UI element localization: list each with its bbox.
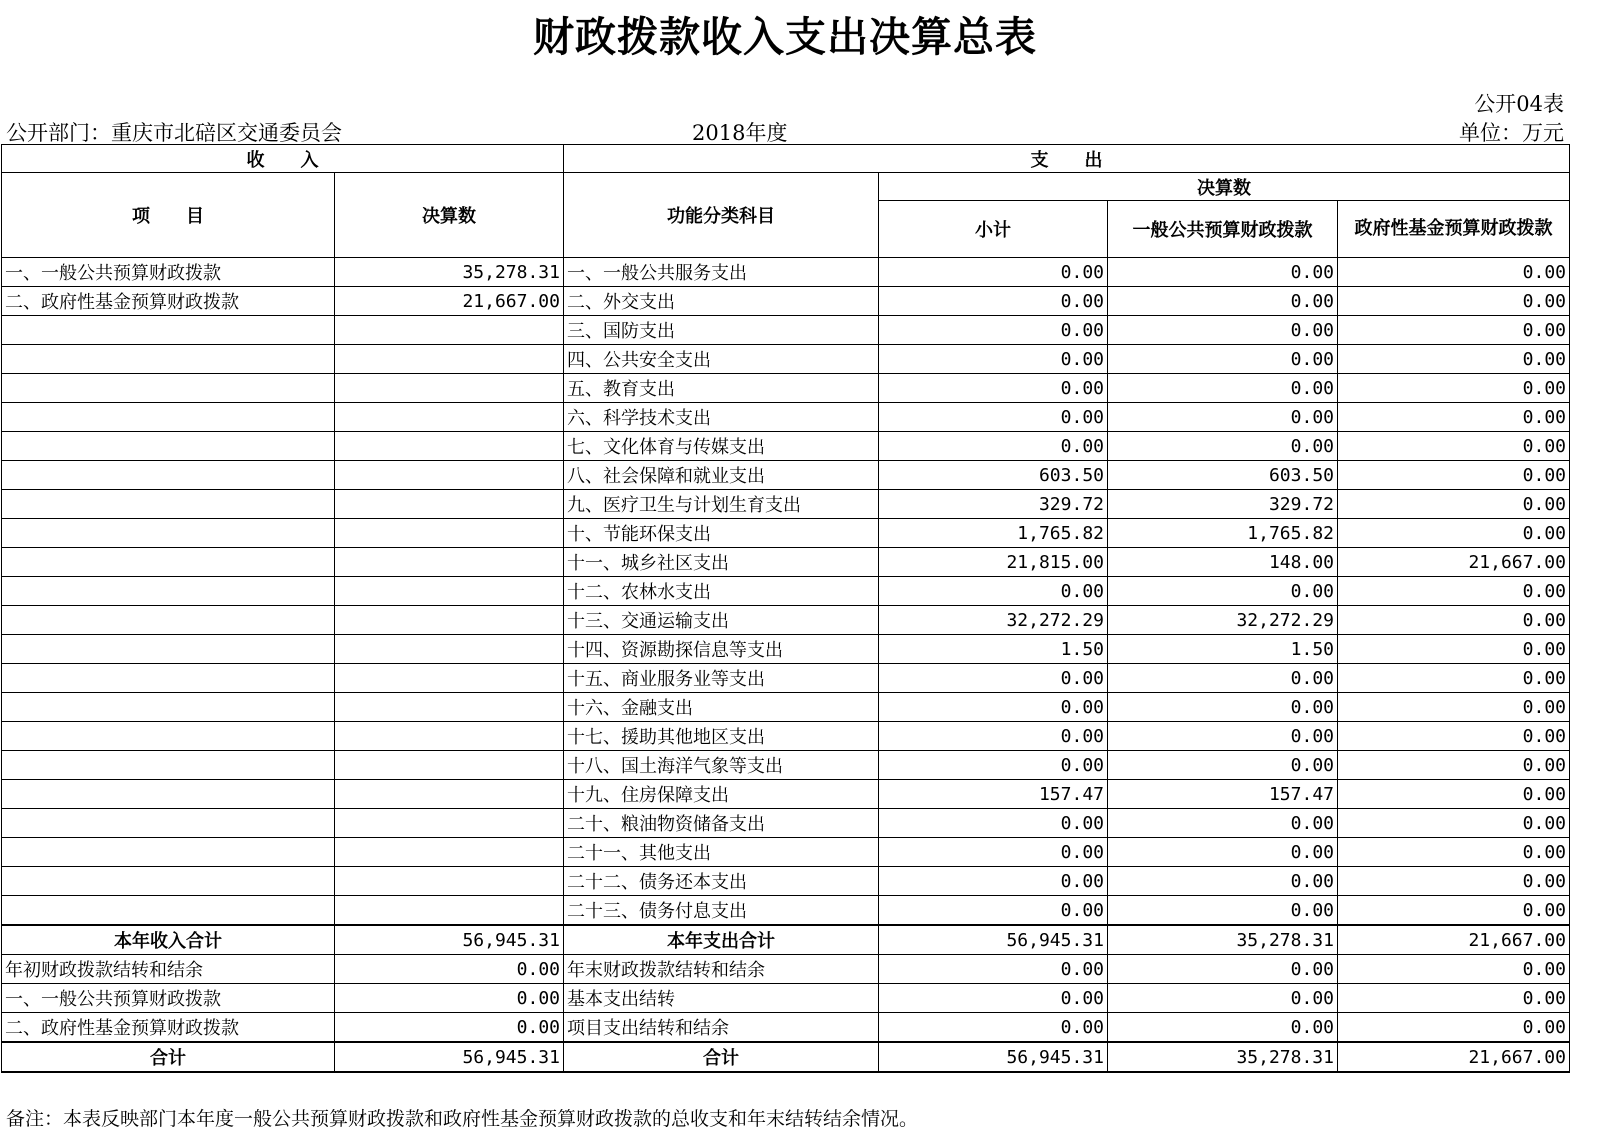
general-budget-cell: 1,765.82 [1108, 519, 1338, 548]
income-item-cell [2, 809, 335, 838]
expense-item-cell: 合计 [564, 1042, 879, 1072]
carry-row [2, 955, 1570, 984]
table-row [2, 548, 1570, 577]
subtotal-cell: 0.00 [879, 838, 1108, 867]
subtotal-cell: 0.00 [879, 432, 1108, 461]
income-amount-cell [335, 867, 564, 896]
gov-fund-cell: 0.00 [1338, 490, 1570, 519]
income-amount-cell [335, 751, 564, 780]
expense-item-cell: 十七、援助其他地区支出 [564, 722, 879, 751]
expense-item-cell: 十六、金融支出 [564, 693, 879, 722]
general-budget-cell: 157.47 [1108, 780, 1338, 809]
subtotal-header: 小计 [879, 201, 1108, 258]
general-budget-cell: 0.00 [1108, 316, 1338, 345]
income-item-cell [2, 896, 335, 926]
gov-fund-cell: 21,667.00 [1338, 925, 1570, 955]
income-amount-cell: 0.00 [335, 1013, 564, 1043]
income-amount-cell [335, 693, 564, 722]
gov-fund-cell: 0.00 [1338, 287, 1570, 316]
income-amount-cell [335, 316, 564, 345]
subtotal-cell: 0.00 [879, 258, 1108, 287]
subtotal-cell: 0.00 [879, 374, 1108, 403]
subtotal-cell: 21,815.00 [879, 548, 1108, 577]
income-item-cell [2, 838, 335, 867]
general-budget-cell: 0.00 [1108, 374, 1338, 403]
gov-fund-cell: 0.00 [1338, 577, 1570, 606]
income-item-cell [2, 316, 335, 345]
table-row [2, 838, 1570, 867]
income-amount-cell [335, 722, 564, 751]
income-amount-cell [335, 461, 564, 490]
footnote: 备注：本表反映部门本年度一般公共预算财政拨款和政府性基金预算财政拨款的总收支和年末结转结余情况。 [6, 1108, 919, 1130]
expense-item-cell: 十五、商业服务业等支出 [564, 664, 879, 693]
income-item-cell [2, 490, 335, 519]
table-row [2, 606, 1570, 635]
income-item-cell [2, 432, 335, 461]
table-row [2, 258, 1570, 287]
subtotal-cell: 0.00 [879, 896, 1108, 926]
expense-item-cell: 九、医疗卫生与计划生育支出 [564, 490, 879, 519]
subtotal-cell: 32,272.29 [879, 606, 1108, 635]
general-budget-cell: 35,278.31 [1108, 1042, 1338, 1072]
final-amount-header: 决算数 [879, 173, 1570, 201]
general-budget-cell: 329.72 [1108, 490, 1338, 519]
table-row [2, 403, 1570, 432]
general-budget-cell: 0.00 [1108, 693, 1338, 722]
expense-item-cell: 八、社会保障和就业支出 [564, 461, 879, 490]
subtotal-cell: 0.00 [879, 316, 1108, 345]
income-amount-cell [335, 519, 564, 548]
general-budget-cell: 0.00 [1108, 403, 1338, 432]
income-amount-cell [335, 374, 564, 403]
table-row [2, 867, 1570, 896]
expense-item-cell: 二十二、债务还本支出 [564, 867, 879, 896]
expense-item-cell: 十四、资源勘探信息等支出 [564, 635, 879, 664]
general-budget-cell: 32,272.29 [1108, 606, 1338, 635]
gov-fund-cell: 0.00 [1338, 1013, 1570, 1043]
income-amount-cell: 35,278.31 [335, 258, 564, 287]
gov-fund-cell: 0.00 [1338, 345, 1570, 374]
expense-item-cell: 十一、城乡社区支出 [564, 548, 879, 577]
table-row [2, 693, 1570, 722]
gov-fund-cell: 0.00 [1338, 722, 1570, 751]
report-title: 财政拨款收入支出决算总表 [533, 13, 1037, 61]
expense-item-cell: 六、科学技术支出 [564, 403, 879, 432]
subtotal-cell: 157.47 [879, 780, 1108, 809]
gov-fund-cell: 0.00 [1338, 316, 1570, 345]
income-amount-cell [335, 838, 564, 867]
income-item-cell [2, 780, 335, 809]
gov-fund-cell: 0.00 [1338, 867, 1570, 896]
table-row [2, 664, 1570, 693]
subtotal-cell: 1,765.82 [879, 519, 1108, 548]
subtotal-cell: 0.00 [879, 751, 1108, 780]
income-amount-cell [335, 432, 564, 461]
table-row [2, 374, 1570, 403]
income-item-cell: 合计 [2, 1042, 335, 1072]
income-item-cell: 二、政府性基金预算财政拨款 [2, 1013, 335, 1043]
subtotal-cell: 0.00 [879, 287, 1108, 316]
gov-fund-cell: 0.00 [1338, 896, 1570, 926]
income-amount-cell [335, 896, 564, 926]
gov-fund-cell: 0.00 [1338, 461, 1570, 490]
expense-item-cell: 十九、住房保障支出 [564, 780, 879, 809]
grand-total-row [2, 1042, 1570, 1072]
income-amount-cell [335, 403, 564, 432]
subtotal-cell: 0.00 [879, 345, 1108, 374]
general-budget-cell: 0.00 [1108, 809, 1338, 838]
general-budget-cell: 148.00 [1108, 548, 1338, 577]
expense-item-cell: 五、教育支出 [564, 374, 879, 403]
general-budget-cell: 1.50 [1108, 635, 1338, 664]
subtotal-cell: 603.50 [879, 461, 1108, 490]
general-budget-cell: 0.00 [1108, 984, 1338, 1013]
income-amount-cell: 56,945.31 [335, 925, 564, 955]
general-budget-cell: 0.00 [1108, 1013, 1338, 1043]
income-amount-cell [335, 577, 564, 606]
table-row [2, 635, 1570, 664]
income-item-cell: 本年收入合计 [2, 925, 335, 955]
general-budget-cell: 0.00 [1108, 867, 1338, 896]
gov-fund-cell: 0.00 [1338, 809, 1570, 838]
expense-item-cell: 十八、国土海洋气象等支出 [564, 751, 879, 780]
expense-item-cell: 本年支出合计 [564, 925, 879, 955]
func-class-header: 功能分类科目 [564, 173, 879, 258]
header-row-2 [2, 173, 1570, 201]
table-row [2, 780, 1570, 809]
gov-fund-cell: 0.00 [1338, 519, 1570, 548]
form-number: 公开04表 [1474, 92, 1564, 116]
income-item-cell: 二、政府性基金预算财政拨款 [2, 287, 335, 316]
expense-item-cell: 项目支出结转和结余 [564, 1013, 879, 1043]
table-row [2, 287, 1570, 316]
income-item-cell [2, 635, 335, 664]
income-amount-cell [335, 780, 564, 809]
income-item-cell [2, 548, 335, 577]
general-budget-cell: 0.00 [1108, 838, 1338, 867]
expense-item-cell: 二十一、其他支出 [564, 838, 879, 867]
subtotal-cell: 0.00 [879, 693, 1108, 722]
gov-fund-cell: 0.00 [1338, 606, 1570, 635]
subtotal-cell: 0.00 [879, 809, 1108, 838]
income-item-cell [2, 867, 335, 896]
expense-item-cell: 二十三、债务付息支出 [564, 896, 879, 926]
income-item-cell [2, 519, 335, 548]
expense-item-cell: 十、节能环保支出 [564, 519, 879, 548]
income-item-cell [2, 461, 335, 490]
income-item-cell [2, 577, 335, 606]
income-item-cell [2, 693, 335, 722]
income-amount-cell [335, 606, 564, 635]
general-budget-cell: 35,278.31 [1108, 925, 1338, 955]
gov-fund-cell: 0.00 [1338, 984, 1570, 1013]
amount-header: 决算数 [335, 173, 564, 258]
income-amount-cell [335, 490, 564, 519]
income-item-cell: 年初财政拨款结转和结余 [2, 955, 335, 984]
gov-fund-cell: 0.00 [1338, 751, 1570, 780]
gov-fund-cell: 0.00 [1338, 955, 1570, 984]
expense-item-cell: 年末财政拨款结转和结余 [564, 955, 879, 984]
general-budget-cell: 603.50 [1108, 461, 1338, 490]
gov-fund-cell: 21,667.00 [1338, 1042, 1570, 1072]
carry-row [2, 984, 1570, 1013]
general-budget-cell: 0.00 [1108, 577, 1338, 606]
table-row [2, 896, 1570, 926]
income-amount-cell [335, 809, 564, 838]
income-amount-cell: 56,945.31 [335, 1042, 564, 1072]
income-amount-cell [335, 635, 564, 664]
income-item-cell [2, 751, 335, 780]
expense-item-cell: 二十、粮油物资储备支出 [564, 809, 879, 838]
income-item-cell [2, 606, 335, 635]
subtotal-cell: 56,945.31 [879, 1042, 1108, 1072]
gov-fund-cell: 0.00 [1338, 432, 1570, 461]
gov-fund-cell: 0.00 [1338, 693, 1570, 722]
general-budget-cell: 0.00 [1108, 287, 1338, 316]
carry-row [2, 1013, 1570, 1043]
gov-fund-cell: 0.00 [1338, 838, 1570, 867]
expense-item-cell: 三、国防支出 [564, 316, 879, 345]
table-row [2, 577, 1570, 606]
unit-label: 单位：万元 [1459, 121, 1564, 145]
income-amount-cell: 0.00 [335, 955, 564, 984]
subtotal-cell: 0.00 [879, 867, 1108, 896]
general-budget-cell: 0.00 [1108, 664, 1338, 693]
income-item-cell [2, 664, 335, 693]
expense-item-cell: 十三、交通运输支出 [564, 606, 879, 635]
subtotal-cell: 0.00 [879, 1013, 1108, 1043]
fiscal-year: 2018年度 [692, 121, 788, 145]
income-item-cell [2, 374, 335, 403]
table-row [2, 809, 1570, 838]
income-item-cell [2, 403, 335, 432]
general-budget-cell: 0.00 [1108, 955, 1338, 984]
income-item-cell: 一、一般公共预算财政拨款 [2, 984, 335, 1013]
item-header: 项 目 [2, 173, 335, 258]
subtotal-cell: 56,945.31 [879, 925, 1108, 955]
income-item-cell [2, 345, 335, 374]
gov-fund-cell: 0.00 [1338, 664, 1570, 693]
department-label: 公开部门：重庆市北碚区交通委员会 [6, 121, 342, 145]
gov-fund-cell: 0.00 [1338, 258, 1570, 287]
expense-item-cell: 基本支出结转 [564, 984, 879, 1013]
gov-fund-cell: 0.00 [1338, 403, 1570, 432]
table-row [2, 461, 1570, 490]
table-row [2, 316, 1570, 345]
general-budget-cell: 0.00 [1108, 751, 1338, 780]
income-amount-cell [335, 345, 564, 374]
gov-fund-header: 政府性基金预算财政拨款 [1338, 201, 1570, 258]
table-row [2, 432, 1570, 461]
expense-item-cell: 十二、农林水支出 [564, 577, 879, 606]
budget-table [1, 144, 1570, 1073]
expense-header: 支 出 [564, 145, 1570, 173]
header-row-1 [2, 145, 1570, 173]
general-budget-cell: 0.00 [1108, 258, 1338, 287]
income-amount-cell: 21,667.00 [335, 287, 564, 316]
budget-table-body [2, 145, 1570, 1073]
gov-fund-cell: 0.00 [1338, 635, 1570, 664]
gov-fund-cell: 0.00 [1338, 374, 1570, 403]
table-row [2, 490, 1570, 519]
expense-item-cell: 七、文化体育与传媒支出 [564, 432, 879, 461]
subtotal-cell: 0.00 [879, 403, 1108, 432]
subtotal-cell: 0.00 [879, 664, 1108, 693]
subtotal-cell: 0.00 [879, 984, 1108, 1013]
table-row [2, 519, 1570, 548]
general-budget-cell: 0.00 [1108, 345, 1338, 374]
gov-fund-cell: 21,667.00 [1338, 548, 1570, 577]
subtotal-cell: 0.00 [879, 577, 1108, 606]
general-budget-cell: 0.00 [1108, 432, 1338, 461]
gov-fund-cell: 0.00 [1338, 780, 1570, 809]
income-amount-cell [335, 664, 564, 693]
subtotal-cell: 329.72 [879, 490, 1108, 519]
year-total-row [2, 925, 1570, 955]
expense-item-cell: 四、公共安全支出 [564, 345, 879, 374]
table-row [2, 751, 1570, 780]
income-item-cell: 一、一般公共预算财政拨款 [2, 258, 335, 287]
general-budget-cell: 0.00 [1108, 896, 1338, 926]
subtotal-cell: 1.50 [879, 635, 1108, 664]
general-budget-header: 一般公共预算财政拨款 [1108, 201, 1338, 258]
table-row [2, 722, 1570, 751]
income-amount-cell [335, 548, 564, 577]
income-amount-cell: 0.00 [335, 984, 564, 1013]
subtotal-cell: 0.00 [879, 955, 1108, 984]
expense-item-cell: 一、一般公共服务支出 [564, 258, 879, 287]
subtotal-cell: 0.00 [879, 722, 1108, 751]
income-header: 收 入 [2, 145, 564, 173]
general-budget-cell: 0.00 [1108, 722, 1338, 751]
income-item-cell [2, 722, 335, 751]
table-row [2, 345, 1570, 374]
expense-item-cell: 二、外交支出 [564, 287, 879, 316]
